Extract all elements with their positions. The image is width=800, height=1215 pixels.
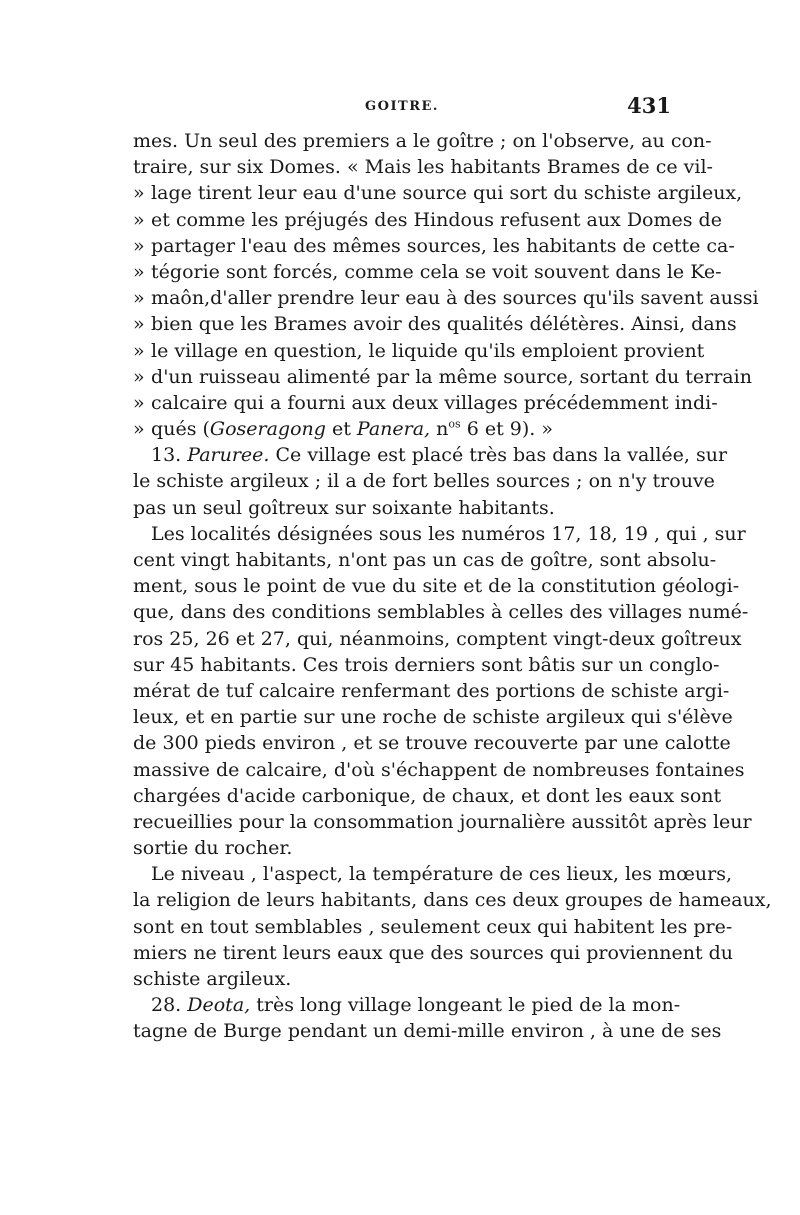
quote-mark: » (133, 260, 145, 283)
text-line-content: le village en question, le liquide qu'ils emploient provient (151, 339, 705, 362)
text-line-content: lage tirent leur eau d'une source qui sort du schiste argileux, (151, 182, 743, 205)
quote-mark: » (133, 418, 145, 441)
text-line: recueillies pour la consommation journalière aussitôt après leur (133, 810, 752, 833)
text-line (133, 338, 705, 364)
quote-mark: » (133, 182, 145, 205)
quote-mark: » (133, 208, 145, 231)
text-line: ment, sous le point de vue du site et de la constitution géologi- (133, 575, 740, 598)
text-line: la religion de leurs habitants, dans ces deux groupes de hameaux, (133, 889, 772, 912)
text-line (133, 259, 722, 285)
text-line: cent vingt habitants, n'ont pas un cas de goître, sont absolu- (133, 549, 717, 571)
text-line: que, dans des conditions semblables à celles des villages numé- (133, 601, 749, 624)
text-line: Le niveau , l'aspect, la température de ces lieux, les mœurs, (151, 863, 732, 886)
text-line (133, 311, 737, 337)
text-line: Les localités désignées sous les numéros 17, 18, 19 , qui , sur (151, 522, 746, 545)
text-line: leux, et en partie sur une roche de schiste argileux qui s'élève (133, 706, 733, 729)
text-line-content: calcaire qui a fourni aux deux villages précédemment indi- (151, 391, 718, 414)
text-line-content: d'un ruisseau alimenté par la même source, sortant du terrain (151, 365, 752, 388)
page-number: 431 (627, 93, 671, 118)
text-line: le schiste argileux ; il a de fort belles sources ; on n'y trouve (133, 470, 715, 493)
text-line: pas un seul goîtreux sur soixante habitants. (133, 496, 555, 519)
running-head: GOITRE. (365, 99, 439, 114)
text-line: tagne de Burge pendant un demi-mille environ , à une de ses (133, 1020, 722, 1043)
text-line: sortie du rocher. (133, 837, 293, 860)
text-line-content: et comme les préjugés des Hindous refusent aux Domes de (151, 208, 722, 231)
text-line: 13. Paruree. Ce village est placé très bas dans la vallée, sur (151, 444, 728, 467)
place-name: Goseragong (209, 418, 326, 441)
text-line (133, 390, 718, 416)
text-line: de 300 pieds environ , et se trouve recouverte par une calotte (133, 732, 731, 755)
text-line: sur 45 habitants. Ces trois derniers sont bâtis sur un conglo- (133, 653, 720, 676)
quote-mark: » (133, 339, 145, 362)
text-line: traire, sur six Domes. « Mais les habitants Brames de ce vil- (133, 156, 713, 179)
quote-mark: » (133, 365, 145, 388)
text-line-content: tégorie sont forcés, comme cela se voit souvent dans le Ke- (151, 260, 722, 283)
text-line: miers ne tirent leurs eaux que des sources qui proviennent du (133, 941, 734, 964)
place-name: Deota, (187, 994, 251, 1017)
quote-mark: » (133, 234, 145, 257)
text-line: 28. Deota, très long village longeant le pied de la mon- (151, 994, 681, 1017)
quote-mark: » (133, 313, 145, 336)
body-text (133, 128, 772, 1045)
text-line (133, 364, 752, 390)
entry-number: 28. (151, 994, 188, 1017)
text-line-content: bien que les Brames avoir des qualités délétères. Ainsi, dans (151, 313, 737, 336)
text-line: mes. Un seul des premiers a le goître ; on l'observe, au con- (133, 130, 712, 152)
quote-mark: » (133, 287, 145, 310)
page-header (133, 93, 671, 123)
text-line: » qués (Goseragong et Panera, $n^{os}$ 6 et 9). » (133, 416, 671, 442)
text-line-content: maôn,d'aller prendre leur eau à des sources qu'ils savent aussi (151, 287, 759, 310)
quote-mark: » (133, 391, 145, 414)
place-name: Paruree. (187, 444, 270, 467)
entry-number: 13. (151, 444, 188, 467)
text-line: ros 25, 26 et 27, qui, néanmoins, comptent vingt-deux goîtreux (133, 627, 742, 650)
text-line-content: partager l'eau des mêmes sources, les habitants de cette ca- (151, 234, 735, 257)
text-line: massive de calcaire, d'où s'échappent de nombreuses fontaines (133, 758, 745, 781)
text-line: chargées d'acide carbonique, de chaux, et dont les eaux sont (133, 784, 722, 807)
text-line (133, 285, 759, 311)
text-line (133, 233, 735, 259)
text-line: schiste argileux. (133, 968, 292, 990)
text-line: sont en tout semblables , seulement ceux qui habitent les pre- (133, 915, 733, 938)
text-line: mérat de tuf calcaire renfermant des portions de schiste argi- (133, 679, 730, 702)
place-name: Panera, (356, 418, 431, 441)
text-line (133, 180, 743, 206)
text-line (133, 207, 722, 233)
